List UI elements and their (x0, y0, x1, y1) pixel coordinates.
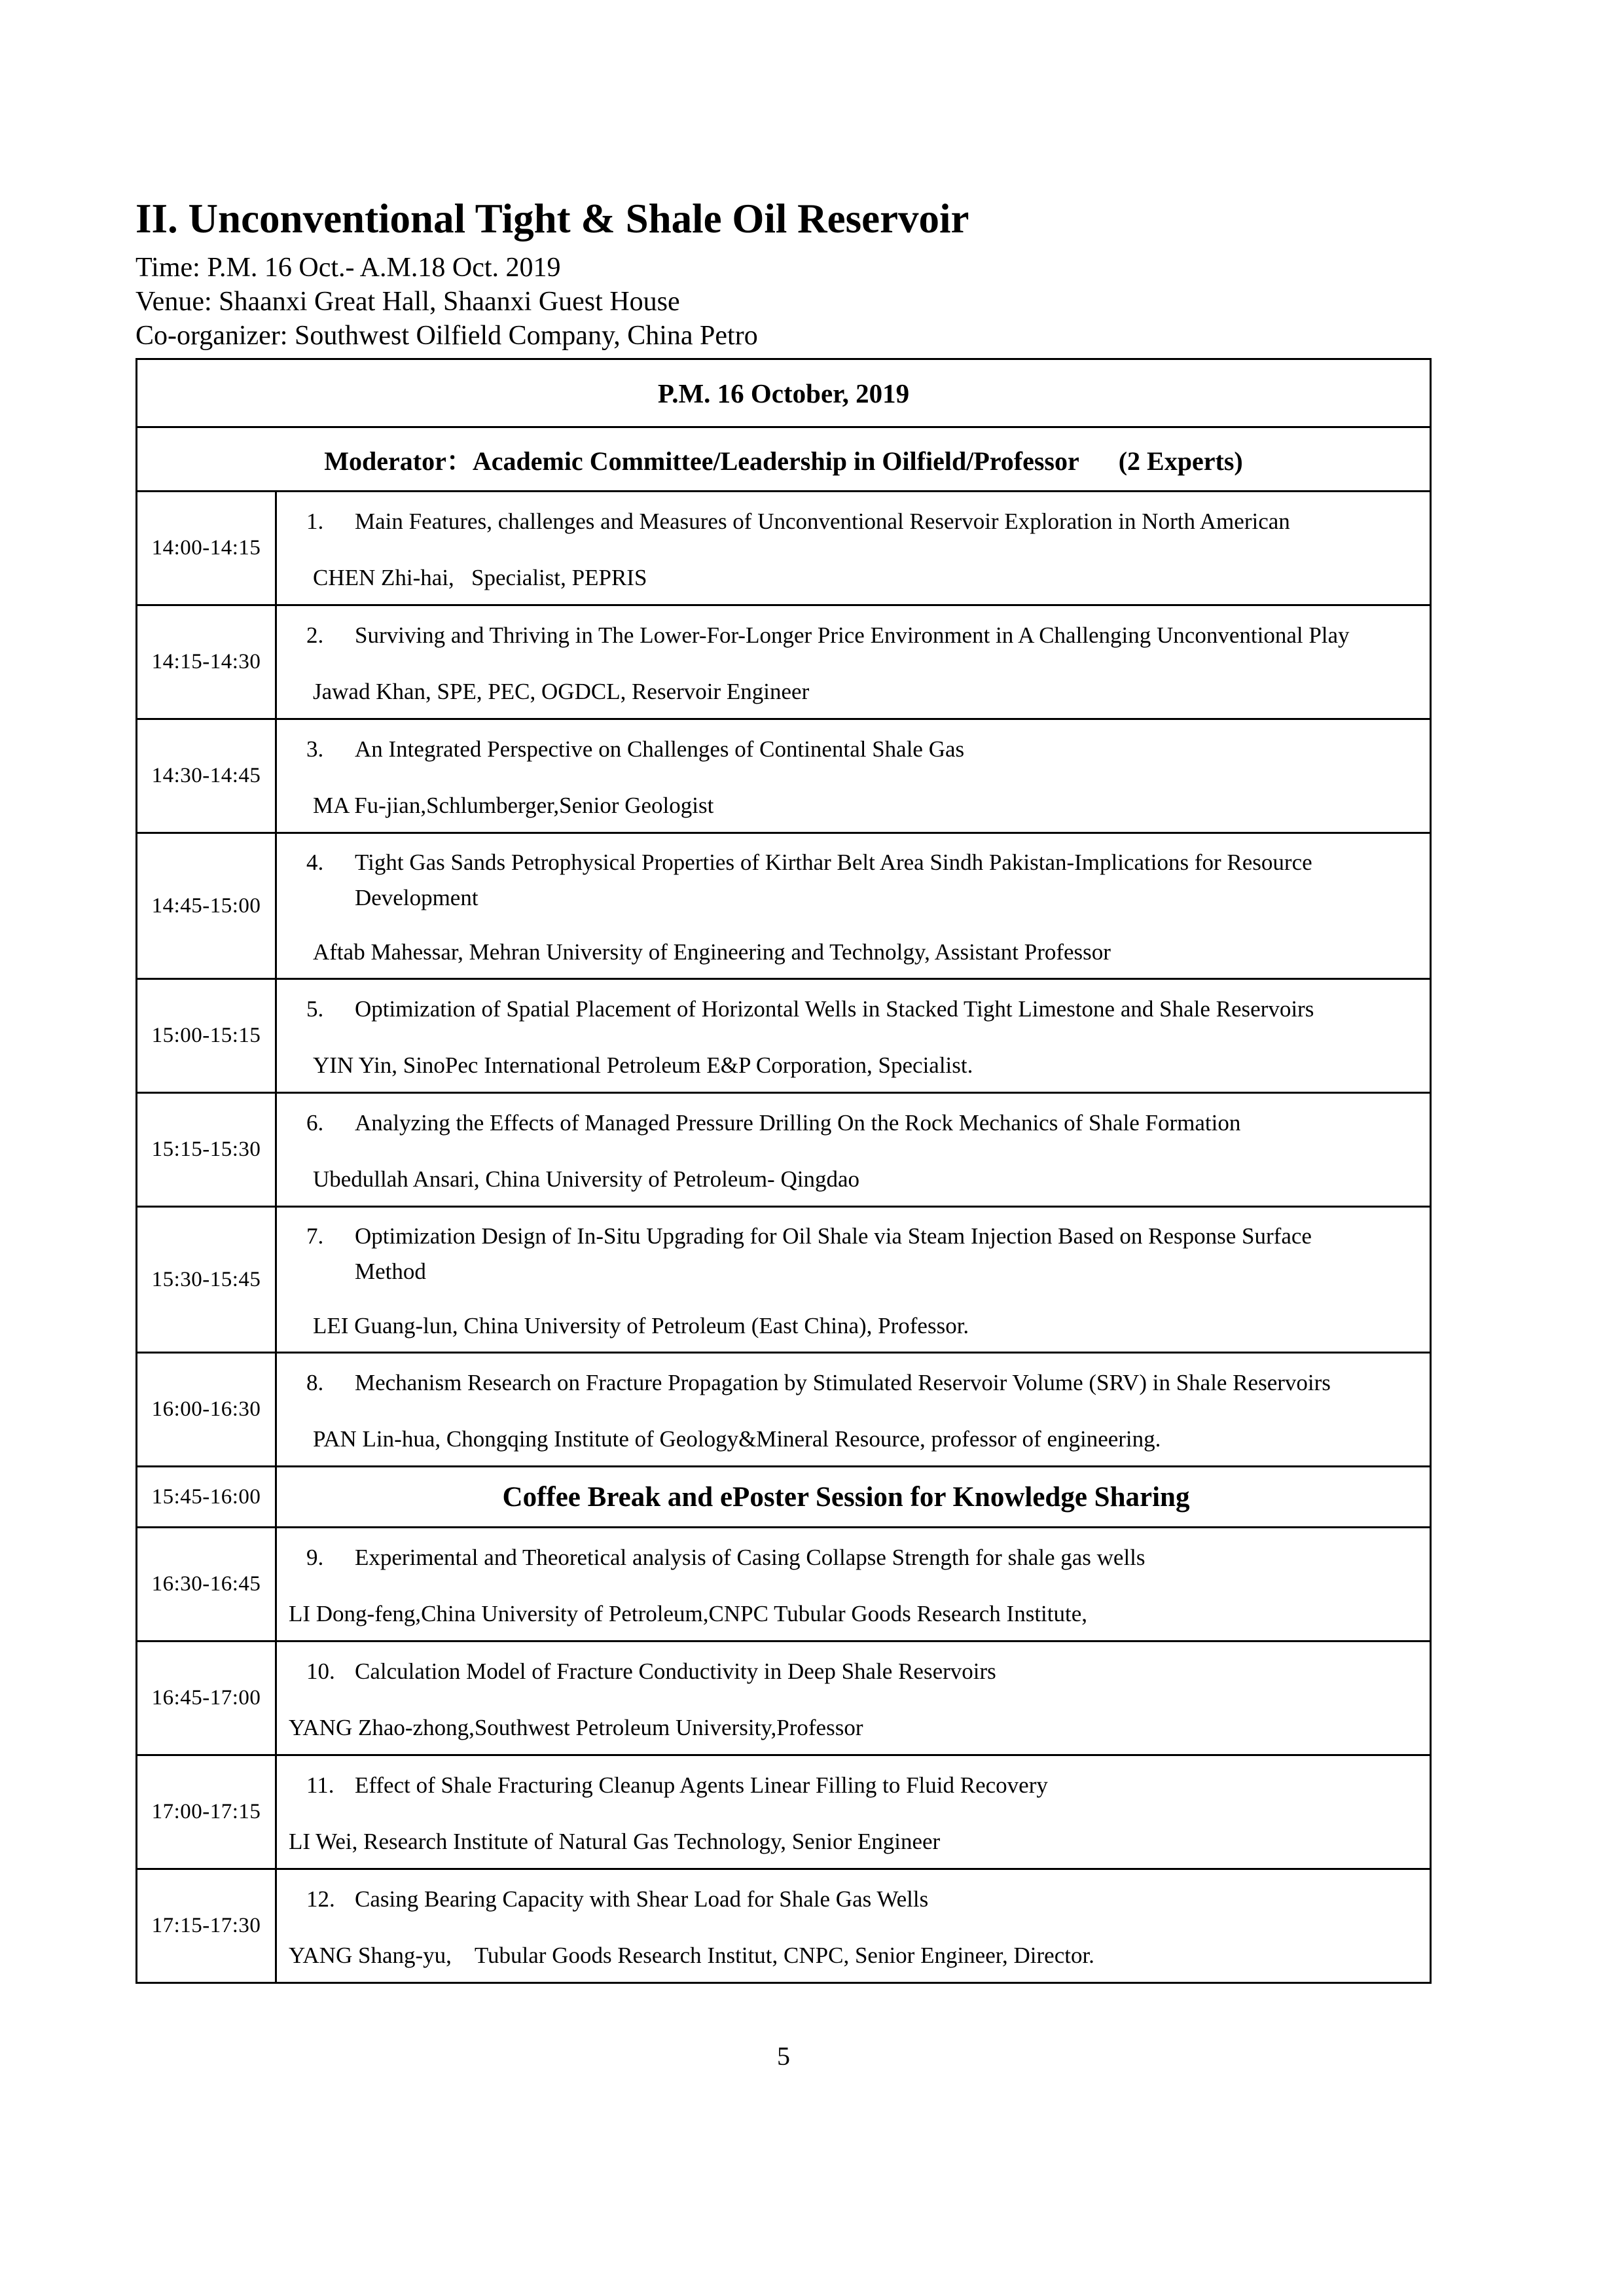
session-title-text (355, 1365, 1415, 1401)
session-cell (276, 833, 1431, 979)
session-title-text (355, 1768, 1415, 1803)
session-title (277, 992, 1415, 1027)
session-cell (276, 1207, 1431, 1353)
session-title-line: Casing Bearing Capacity with Shear Load for Shale Gas Wells (355, 1886, 929, 1912)
session-cell (276, 1528, 1431, 1641)
session-number: 10. (306, 1659, 335, 1685)
time-range: 16:30-16:45 (151, 1572, 261, 1596)
session-title-line: Method (355, 1259, 426, 1285)
session-row (137, 492, 1431, 605)
session-title-line: Surviving and Thriving in The Lower-For-Longer Price Environment in A Challenging Unconventional Play (355, 622, 1350, 649)
session-title-line: Tight Gas Sands Petrophysical Properties of Kirthar Belt Area Sindh Pakistan-Implications for Resource (355, 849, 1312, 875)
session-title-line: Calculation Model of Fracture Conductivity in Deep Shale Reservoirs (355, 1659, 996, 1685)
time-range: 15:15-15:30 (151, 1138, 261, 1162)
session-number: 6. (306, 1110, 324, 1136)
session-cell (276, 1869, 1431, 1983)
session-row (137, 1353, 1431, 1467)
page-title: II. Unconventional Tight & Shale Oil Reservoir (135, 196, 969, 242)
info-line-co-organizer: Co-organizer: Southwest Oilfield Company, China Petro (135, 321, 758, 351)
time-range: 14:00-14:15 (151, 536, 261, 560)
session-title (277, 618, 1415, 653)
session-speaker: Aftab Mahessar, Mehran University of Engineering and Technolgy, Assistant Professor (313, 939, 1111, 965)
session-title-text (355, 992, 1415, 1027)
session-speaker: LI Dong-feng,China University of Petroleum,CNPC Tubular Goods Research Institute, (289, 1601, 1088, 1626)
time-cell (137, 833, 276, 979)
session-title-text (355, 1105, 1415, 1141)
session-title-text (355, 504, 1415, 539)
session-title (277, 732, 1415, 767)
time-cell (137, 719, 276, 833)
session-speaker: PAN Lin-hua, Chongqing Institute of Geology&Mineral Resource, professor of engineering. (313, 1426, 1161, 1452)
time-range: 15:45-16:00 (151, 1484, 261, 1509)
session-title (277, 1654, 1415, 1689)
session-number: 1. (306, 509, 324, 535)
session-speaker: YANG Zhao-zhong,Southwest Petroleum University,Professor (289, 1715, 863, 1740)
time-cell (137, 1755, 276, 1869)
schedule-table (135, 358, 1432, 1984)
session-cell (276, 605, 1431, 719)
session-number: 8. (306, 1370, 324, 1396)
time-range: 16:00-16:30 (151, 1397, 261, 1422)
session-title (277, 1365, 1415, 1401)
time-range: 17:15-17:30 (151, 1914, 261, 1938)
time-range: 16:45-17:00 (151, 1686, 261, 1710)
session-title-line: An Integrated Perspective on Challenges of Continental Shale Gas (355, 736, 965, 762)
moderator-label: Moderator：Academic Committee/Leadership in Oilfield/Professor (2 Experts) (137, 427, 1431, 492)
session-number: 2. (306, 622, 324, 649)
session-title-text (355, 1882, 1415, 1917)
session-row (137, 605, 1431, 719)
session-row (137, 1641, 1431, 1755)
page-number: 5 (777, 2041, 790, 2071)
session-row (137, 1528, 1431, 1641)
session-row (137, 979, 1431, 1093)
session-cell (276, 1093, 1431, 1207)
time-cell (137, 605, 276, 719)
session-speaker: Jawad Khan, SPE, PEC, OGDCL, Reservoir Engineer (313, 679, 810, 704)
session-cell (276, 1755, 1431, 1869)
session-title (277, 1882, 1415, 1917)
session-title-line: Mechanism Research on Fracture Propagation by Stimulated Reservoir Volume (SRV) in Shale Reservoirs (355, 1370, 1331, 1396)
time-range: 15:00-15:15 (151, 1024, 261, 1048)
session-cell (276, 979, 1431, 1093)
session-speaker: CHEN Zhi-hai, Specialist, PEPRIS (313, 565, 647, 590)
time-cell (137, 1353, 276, 1467)
session-row (137, 1869, 1431, 1983)
session-number: 5. (306, 996, 324, 1022)
session-title-line: Main Features, challenges and Measures of Unconventional Reservoir Exploration in North American (355, 509, 1290, 535)
session-speaker: MA Fu-jian,Schlumberger,Senior Geologist (313, 793, 714, 818)
session-row (137, 1093, 1431, 1207)
session-date-header-row (137, 359, 1431, 427)
session-number: 12. (306, 1886, 335, 1912)
session-number: 9. (306, 1545, 324, 1571)
time-range: 14:15-14:30 (151, 650, 261, 674)
time-cell (137, 492, 276, 605)
session-speaker: Ubedullah Ansari, China University of Petroleum- Qingdao (313, 1166, 859, 1192)
session-row (137, 1755, 1431, 1869)
time-range: 14:45-15:00 (151, 893, 261, 918)
session-title (277, 1540, 1415, 1575)
session-title-line: Optimization Design of In-Situ Upgrading for Oil Shale via Steam Injection Based on Response Surface (355, 1223, 1312, 1249)
session-title-text (355, 845, 1415, 916)
session-title-line: Optimization of Spatial Placement of Horizontal Wells in Stacked Tight Limestone and Shale Reservoirs (355, 996, 1314, 1022)
time-cell (137, 1093, 276, 1207)
session-title-text (355, 1219, 1415, 1290)
session-title-text (355, 732, 1415, 767)
session-cell (276, 1353, 1431, 1467)
session-speaker: YANG Shang-yu, Tubular Goods Research Institut, CNPC, Senior Engineer, Director. (289, 1943, 1094, 1968)
time-cell (137, 1528, 276, 1641)
info-block (135, 251, 1432, 353)
time-cell (137, 1207, 276, 1353)
session-row (137, 833, 1431, 979)
break-cell (276, 1467, 1431, 1528)
session-date-header: P.M. 16 October, 2019 (137, 359, 1431, 427)
session-title-text (355, 1540, 1415, 1575)
document-content (135, 195, 1432, 1984)
session-number: 3. (306, 736, 324, 762)
session-title-text (355, 1654, 1415, 1689)
session-title (277, 504, 1415, 539)
time-cell (137, 1467, 276, 1528)
session-number: 7. (306, 1223, 324, 1249)
session-title-line: Development (355, 885, 478, 911)
session-cell (276, 492, 1431, 605)
time-range: 15:30-15:45 (151, 1267, 261, 1291)
session-title (277, 845, 1415, 916)
session-cell (276, 719, 1431, 833)
session-number: 4. (306, 849, 324, 875)
session-number: 11. (306, 1772, 334, 1799)
session-title (277, 1219, 1415, 1290)
session-speaker: YIN Yin, SinoPec International Petroleum E&P Corporation, Specialist. (313, 1052, 973, 1078)
session-title (277, 1105, 1415, 1141)
time-cell (137, 979, 276, 1093)
info-line-time: Time: P.M. 16 Oct.- A.M.18 Oct. 2019 (135, 253, 561, 283)
session-speaker: LEI Guang-lun, China University of Petroleum (East China), Professor. (313, 1313, 969, 1339)
session-cell (276, 1641, 1431, 1755)
session-title-line: Effect of Shale Fracturing Cleanup Agents Linear Filling to Fluid Recovery (355, 1772, 1048, 1799)
info-line-venue: Venue: Shaanxi Great Hall, Shaanxi Guest House (135, 287, 680, 317)
time-cell (137, 1869, 276, 1983)
session-speaker: LI Wei, Research Institute of Natural Gas Technology, Senior Engineer (289, 1829, 941, 1854)
session-row (137, 719, 1431, 833)
break-label: Coffee Break and ePoster Session for Knowledge Sharing (502, 1481, 1190, 1513)
time-range: 14:30-14:45 (151, 764, 261, 788)
time-cell (137, 1641, 276, 1755)
break-row (137, 1467, 1431, 1528)
session-title-line: Experimental and Theoretical analysis of Casing Collapse Strength for shale gas wells (355, 1545, 1146, 1571)
session-title-line: Analyzing the Effects of Managed Pressure Drilling On the Rock Mechanics of Shale Formation (355, 1110, 1241, 1136)
session-title-text (355, 618, 1415, 653)
session-row (137, 1207, 1431, 1353)
session-title (277, 1768, 1415, 1803)
moderator-row (137, 427, 1431, 492)
time-range: 17:00-17:15 (151, 1800, 261, 1824)
